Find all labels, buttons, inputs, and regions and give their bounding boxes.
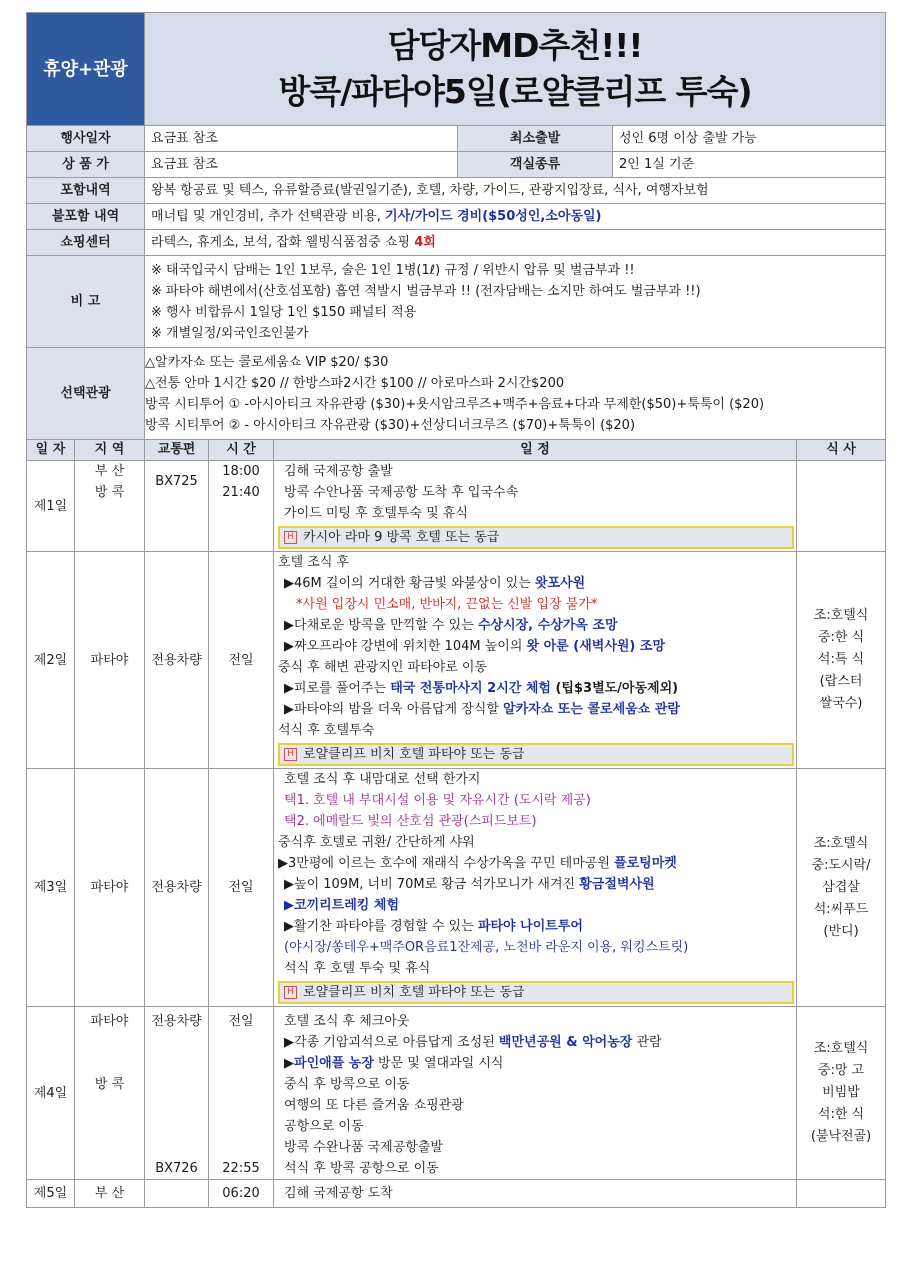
schedule-line: 방콕 수안나품 국제공항 도착 후 입국수속 [284, 485, 519, 500]
schedule-cell [274, 769, 797, 1007]
place-cell [75, 1007, 145, 1180]
day-cell: 제3일 [27, 769, 75, 1007]
time-cell: 전일 [209, 552, 274, 769]
time-value: 22:55 [222, 1161, 260, 1176]
day-row-2 [27, 552, 886, 769]
highlight-text: 파타야 나이트투어 [477, 919, 583, 934]
highlight-text: 플로팅마켓 [614, 856, 677, 871]
time-cell [209, 461, 274, 552]
line-text: ▶짜오프라야 강변에 위치한 104M 높이의 [284, 639, 527, 654]
place-name: 부 산 [94, 464, 125, 479]
room-type-value: 2인 1실 기준 [613, 152, 886, 178]
day-row-1 [27, 461, 886, 552]
schedule-line: 가이드 미팅 후 호텔투숙 및 휴식 [284, 506, 468, 521]
shopping-count: 4회 [414, 235, 436, 250]
meal-line: 삼겹살 [822, 879, 860, 895]
schedule-cell [274, 461, 797, 552]
meal-line: 중:한 식 [817, 630, 865, 645]
meal-line: 조:호텔식 [813, 835, 869, 851]
day-row-3 [27, 769, 886, 1007]
day-cell: 제2일 [27, 552, 75, 769]
schedule-line: 여행의 또 다른 즐거움 쇼핑관광 [284, 1098, 464, 1113]
line-text: ▶ [284, 1056, 295, 1071]
meal-line: 조:호텔식 [813, 608, 869, 623]
schedule-line: 방콕 수완나품 국제공항출발 [284, 1140, 443, 1155]
col-place-header: 지 역 [75, 440, 145, 461]
highlight-text: 왓포사원 [534, 576, 586, 591]
optional-tour-list [145, 348, 886, 440]
excluded-text: 매너팁 및 개인경비, 추가 선택관광 비용, [151, 209, 386, 224]
schedule-line [274, 636, 796, 657]
notice-line: *사원 입장시 민소매, 반바지, 끈없는 신발 입장 불가* [296, 597, 598, 612]
schedule-line: 김해 국제공항 도착 [284, 1186, 393, 1201]
shopping-text: 라텍스, 휴게소, 보석, 잡화 웰빙식품점중 쇼핑 [151, 235, 415, 250]
excluded-value [145, 204, 886, 230]
meal-line: 쌀국수) [819, 696, 863, 711]
day-row-4 [27, 1007, 886, 1180]
category-badge: 휴양+관광 [27, 13, 145, 126]
meal-line: 중:도시락/ [811, 857, 871, 873]
transport-cell [145, 1180, 209, 1208]
optional-tour-label: 선택관광 [27, 348, 145, 440]
time-value: 21:40 [222, 485, 260, 500]
line-text: ▶3만평에 이르는 호수에 재래식 수상가옥을 꾸민 테마공원 [278, 856, 615, 871]
col-time-header: 시 간 [209, 440, 274, 461]
guide-fee-text: 기사/가이드 경비($50성인,소아동일) [385, 209, 602, 224]
highlight-text: 왓 아룬 (새벽사원) 조망 [526, 639, 666, 654]
transport-value: BX726 [155, 1161, 198, 1176]
schedule-line [274, 916, 796, 937]
schedule-line: 석식 후 호텔투숙 [278, 723, 375, 738]
note-item: ※ 개별일정/외국인조인불가 [151, 325, 309, 341]
itinerary-sheet [26, 12, 885, 1208]
hotel-name: 로얄클리프 비치 호텔 파타야 또는 동급 [303, 985, 525, 1000]
col-schedule-header: 일 정 [274, 440, 797, 461]
meal-cell [797, 552, 886, 769]
schedule-line: 호텔 조식 후 체크아웃 [284, 1014, 410, 1029]
place-name: 파타야 [90, 1014, 129, 1029]
hotel-box [278, 743, 794, 766]
schedule-line [274, 615, 796, 636]
notes-label: 비 고 [27, 256, 145, 348]
schedule-cell [274, 552, 797, 769]
line-text: ▶파타야의 밤을 더욱 아름답게 장식할 [284, 702, 504, 717]
hotel-icon: H [284, 986, 297, 999]
schedule-line [274, 853, 796, 874]
schedule-line: 중식 후 방콕으로 이동 [284, 1077, 410, 1092]
transport-cell: BX725 [145, 461, 209, 552]
note-item: ※ 파타야 해변에서(산호섬포함) 흡연 적발시 벌금부과 !! (전자담배는 소지만 하여도 벌금부과 !!) [151, 283, 701, 299]
line-text: 관람 [632, 1035, 662, 1050]
title-line-1: 담당자MD추천!!! [387, 26, 643, 65]
schedule-line: 호텔 조식 후 내맘대로 선택 한가지 [284, 772, 481, 787]
schedule-line: (야시장/쏭테우+맥주OR음료1잔제공, 노천바 라운지 이용, 워킹스트릿) [284, 940, 689, 955]
meal-line: (랍스터 [819, 674, 863, 689]
line-text: ▶활기찬 파타야를 경험할 수 있는 [284, 919, 478, 934]
option-item: 방콕 시티투어 ① -아시아티크 자유관광 ($30)+욧시암크루즈+맥주+음료+다과 무제한($50)+툭툭이 ($20) [145, 396, 765, 412]
title-line-2: 방콕/파타야5일(로얄클리프 투숙) [278, 72, 752, 111]
hotel-box [278, 981, 794, 1004]
time-cell: 전일 [209, 769, 274, 1007]
schedule-line [274, 1032, 796, 1053]
highlight-text: 알카자쇼 또는 콜로세움쇼 관람 [503, 702, 680, 717]
highlight-text: 파인애플 농장 [294, 1056, 374, 1071]
line-text: ▶높이 109M, 너비 70M로 황금 석가모니가 새겨진 [284, 877, 580, 892]
schedule-line: 중식 후 해변 관광지인 파타야로 이동 [278, 660, 488, 675]
meal-cell [797, 461, 886, 552]
meal-line: (반디) [823, 923, 859, 939]
col-day-header: 일 자 [27, 440, 75, 461]
meal-line: 석:특 식 [817, 652, 865, 667]
hotel-name: 카시아 라마 9 방콕 호텔 또는 동급 [303, 530, 500, 545]
notes-list [145, 256, 886, 348]
schedule-line: 공항으로 이동 [284, 1119, 364, 1134]
schedule-line [274, 573, 796, 594]
transport-cell: 전용차량 [145, 552, 209, 769]
meal-line: 조:호텔식 [813, 1041, 869, 1056]
min-departure-value: 성인 6명 이상 출발 가능 [613, 126, 886, 152]
hotel-name: 로얄클리프 비치 호텔 파타야 또는 동급 [303, 747, 525, 762]
choice-line: 택1. 호텔 내 부대시설 이용 및 자유시간 (도시락 제공) [284, 793, 591, 808]
time-value: 전일 [228, 1014, 254, 1029]
option-item: △전통 안마 1시간 $20 // 한방스파2시간 $100 // 아로마스파 2시간$200 [145, 375, 565, 391]
col-meal-header: 식 사 [797, 440, 886, 461]
excluded-label: 불포함 내역 [27, 204, 145, 230]
date-label: 행사일자 [27, 126, 145, 152]
option-item: 방콕 시티투어 ② - 아시아티크 자유관광 ($30)+선상디너크루즈 ($70)+툭툭이 ($20) [145, 417, 636, 433]
schedule-line [274, 1053, 796, 1074]
hotel-icon: H [284, 748, 297, 761]
note-item: ※ 행사 비합류시 1일당 1인 $150 패널티 적용 [151, 304, 417, 320]
included-label: 포함내역 [27, 178, 145, 204]
time-cell [209, 1007, 274, 1180]
shopping-label: 쇼핑센터 [27, 230, 145, 256]
col-transport-header: 교통편 [145, 440, 209, 461]
place-name: 방 콕 [94, 1077, 125, 1092]
hotel-icon: H [284, 531, 297, 544]
highlight-text: 수상시장, 수상가옥 조망 [477, 618, 618, 633]
date-value: 요금표 참조 [145, 126, 458, 152]
hotel-box [278, 526, 794, 549]
choice-line: 택2. 에메랄드 빛의 산호섬 관광(스피드보트) [284, 814, 537, 829]
schedule-line [274, 874, 796, 895]
line-text: 방문 및 열대과일 시식 [373, 1056, 504, 1071]
day-row-5 [27, 1180, 886, 1208]
transport-value: 전용차량 [151, 1014, 202, 1029]
place-cell [75, 461, 145, 552]
transport-cell [145, 1007, 209, 1180]
schedule-cell [274, 1180, 797, 1208]
schedule-line: 중식후 호텔로 귀환/ 간단하게 샤워 [278, 835, 475, 850]
schedule-cell [274, 1007, 797, 1180]
place-cell: 파타야 [75, 552, 145, 769]
price-value: 요금표 참조 [145, 152, 458, 178]
meal-line: 중:망 고 [817, 1063, 865, 1078]
min-departure-label: 최소출발 [458, 126, 613, 152]
meal-line: (불낙전골) [810, 1129, 872, 1144]
day-cell: 제5일 [27, 1180, 75, 1208]
line-text: ▶각종 기암괴석으로 아름답게 조성된 [284, 1035, 499, 1050]
schedule-line: 김해 국제공항 출발 [284, 464, 393, 479]
meal-cell [797, 1007, 886, 1180]
shopping-value [145, 230, 886, 256]
itinerary-table [26, 12, 886, 1208]
included-value: 왕복 항공료 및 텍스, 유류할증료(발권일기준), 호텔, 차량, 가이드, 관광지입장료, 식사, 여행자보험 [145, 178, 886, 204]
line-text: ▶피로를 풀어주는 [284, 681, 391, 696]
line-text: ▶46M 길이의 거대한 황금빛 와불상이 있는 [284, 576, 535, 591]
highlight-text: 백만년공원 & 악어농장 [498, 1035, 633, 1050]
day-cell: 제1일 [27, 461, 75, 552]
schedule-line [274, 678, 796, 699]
schedule-line [274, 699, 796, 720]
meal-line: 비빔밥 [822, 1085, 860, 1100]
line-text: ▶다채로운 방콕을 만끽할 수 있는 [284, 618, 478, 633]
day-cell: 제4일 [27, 1007, 75, 1180]
schedule-line: 석식 후 방콕 공항으로 이동 [284, 1161, 439, 1176]
transport-cell: 전용차량 [145, 769, 209, 1007]
place-cell: 부 산 [75, 1180, 145, 1208]
time-value: 18:00 [222, 464, 260, 479]
meal-line: 석:씨푸드 [813, 901, 869, 917]
highlight-text: 태국 전통마사지 2시간 체험 [390, 681, 551, 696]
note-item: ※ 태국입국시 담배는 1인 1보루, 술은 1인 1병(1ℓ) 규정 / 위반시 압류 및 벌금부과 !! [151, 262, 635, 278]
room-type-label: 객실종류 [458, 152, 613, 178]
tip-text: (팁$3별도/아동제외) [550, 681, 679, 696]
time-cell: 06:20 [209, 1180, 274, 1208]
highlight-text: 황금절벽사원 [579, 877, 655, 892]
option-item: △알카자쇼 또는 콜로세움쇼 VIP $20/ $30 [145, 354, 389, 370]
meal-cell [797, 1180, 886, 1208]
price-label: 상 품 가 [27, 152, 145, 178]
place-cell: 파타야 [75, 769, 145, 1007]
schedule-line: 호텔 조식 후 [278, 555, 350, 570]
meal-cell [797, 769, 886, 1007]
meal-line: 석:한 식 [817, 1107, 865, 1122]
schedule-line: ▶코끼리트레킹 체험 [284, 898, 400, 913]
page-title [145, 13, 886, 126]
schedule-line: 석식 후 호텔 투숙 및 휴식 [284, 961, 431, 976]
place-name: 방 콕 [94, 485, 125, 500]
